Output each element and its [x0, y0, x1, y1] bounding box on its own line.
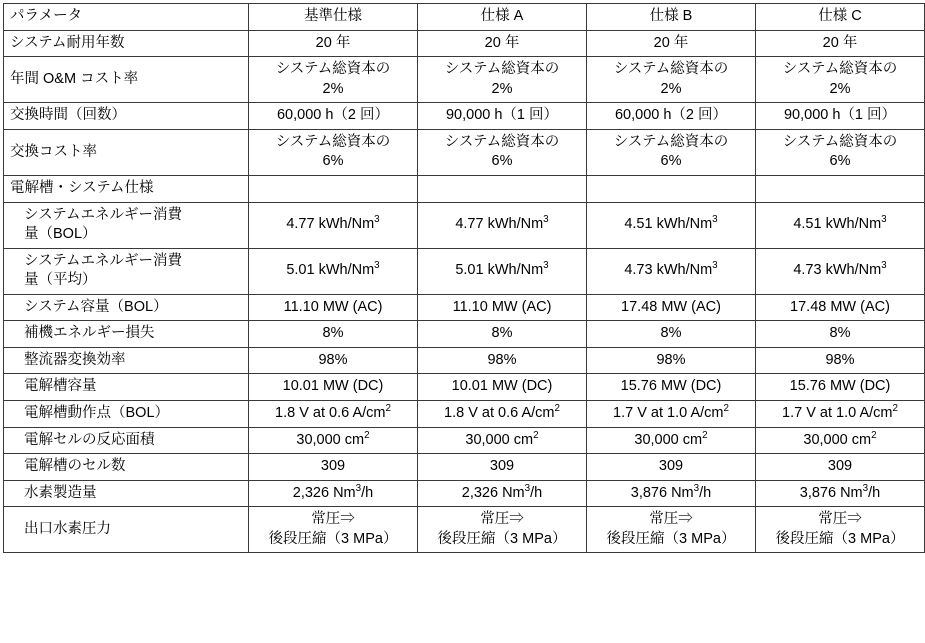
- table-row: [4, 175, 925, 202]
- cell-value: 3,876 Nm$^3$/h: [756, 480, 925, 507]
- table-header-row: [4, 4, 925, 31]
- column-header-parameter: パラメータ: [4, 4, 249, 31]
- cell-value: システム総資本の 6%: [249, 129, 418, 175]
- table-row: [4, 57, 925, 103]
- cell-value: 5.01 kWh/Nm$^3$: [418, 248, 587, 294]
- cell-value: 15.76 MW (DC): [587, 374, 756, 401]
- table-row: [4, 454, 925, 481]
- table-row: [4, 129, 925, 175]
- cell-value: 309: [756, 454, 925, 481]
- row-label: 整流器変換効率: [4, 347, 249, 374]
- cell-value: 4.77 kWh/Nm$^3$: [249, 202, 418, 248]
- row-label: 年間 O&M コスト率: [4, 57, 249, 103]
- row-label: 出口水素圧力: [4, 507, 249, 553]
- table-header: [4, 4, 925, 31]
- cell-value: 常圧⇒ 後段圧縮（3 MPa）: [587, 507, 756, 553]
- row-label: 電解セルの反応面積: [4, 427, 249, 454]
- cell-value: 98%: [587, 347, 756, 374]
- cell-value: 2,326 Nm$^3$/h: [249, 480, 418, 507]
- cell-value: 8%: [249, 321, 418, 348]
- cell-value: 90,000 h（1 回）: [418, 103, 587, 130]
- cell-value: 309: [249, 454, 418, 481]
- cell-value: 11.10 MW (AC): [249, 294, 418, 321]
- row-label: 交換コスト率: [4, 129, 249, 175]
- cell-value: 30,000 $cm^2$: [249, 427, 418, 454]
- cell-value: 20 年: [418, 30, 587, 57]
- row-label: 電解槽のセル数: [4, 454, 249, 481]
- table-body: [4, 30, 925, 553]
- cell-value: 11.10 MW (AC): [418, 294, 587, 321]
- cell-value: システム総資本の 6%: [756, 129, 925, 175]
- cell-value: システム総資本の 2%: [249, 57, 418, 103]
- row-label: システム耐用年数: [4, 30, 249, 57]
- cell-value: 30,000 $cm^2$: [418, 427, 587, 454]
- cell-value: 4.73 kWh/Nm$^3$: [587, 248, 756, 294]
- cell-value: 10.01 MW (DC): [249, 374, 418, 401]
- cell-value: 4.51 kWh/Nm$^3$: [587, 202, 756, 248]
- row-label: 電解槽動作点（BOL）: [4, 401, 249, 428]
- table-row: [4, 30, 925, 57]
- cell-value: 1.8 V at 0.6 $A/cm^2$: [418, 401, 587, 428]
- cell-value: 17.48 MW (AC): [587, 294, 756, 321]
- row-label: システム容量（BOL）: [4, 294, 249, 321]
- table-row: [4, 401, 925, 428]
- cell-value: 1.8 V at 0.6 $A/cm^2$: [249, 401, 418, 428]
- cell-value: 3,876 Nm$^3$/h: [587, 480, 756, 507]
- cell-value: 1.7 V at 1.0 $A/cm^2$: [587, 401, 756, 428]
- cell-value: システム総資本の 2%: [756, 57, 925, 103]
- cell-value: 8%: [587, 321, 756, 348]
- table-row: [4, 427, 925, 454]
- cell-value: 30,000 $cm^2$: [587, 427, 756, 454]
- cell-value: 60,000 h（2 回）: [249, 103, 418, 130]
- specification-table: [3, 3, 925, 553]
- cell-value: 8%: [756, 321, 925, 348]
- cell-value: 10.01 MW (DC): [418, 374, 587, 401]
- table-row: [4, 294, 925, 321]
- cell-value: 20 年: [249, 30, 418, 57]
- column-header-spec-b: 仕様 B: [587, 4, 756, 31]
- table-row: [4, 374, 925, 401]
- cell-value: 5.01 kWh/Nm$^3$: [249, 248, 418, 294]
- cell-value: 98%: [418, 347, 587, 374]
- cell-value: 90,000 h（1 回）: [756, 103, 925, 130]
- column-header-baseline: 基準仕様: [249, 4, 418, 31]
- column-header-spec-c: 仕様 C: [756, 4, 925, 31]
- cell-value: 98%: [249, 347, 418, 374]
- cell-value: 98%: [756, 347, 925, 374]
- cell-value: 常圧⇒ 後段圧縮（3 MPa）: [249, 507, 418, 553]
- cell-value: 30,000 $cm^2$: [756, 427, 925, 454]
- cell-value: システム総資本の 2%: [587, 57, 756, 103]
- table-row: [4, 248, 925, 294]
- cell-value: 4.51 kWh/Nm$^3$: [756, 202, 925, 248]
- section-label: 電解槽・システム仕様: [4, 175, 249, 202]
- row-label: システムエネルギー消費 量（平均）: [4, 248, 249, 294]
- cell-value: [418, 175, 587, 202]
- table-row: [4, 103, 925, 130]
- cell-value: システム総資本の 6%: [418, 129, 587, 175]
- row-label: 交換時間（回数）: [4, 103, 249, 130]
- cell-value: 20 年: [587, 30, 756, 57]
- cell-value: 17.48 MW (AC): [756, 294, 925, 321]
- cell-value: システム総資本の 6%: [587, 129, 756, 175]
- cell-value: 60,000 h（2 回）: [587, 103, 756, 130]
- cell-value: 4.73 kWh/Nm$^3$: [756, 248, 925, 294]
- row-label: 補機エネルギー損失: [4, 321, 249, 348]
- row-label: 電解槽容量: [4, 374, 249, 401]
- column-header-spec-a: 仕様 A: [418, 4, 587, 31]
- row-label: 水素製造量: [4, 480, 249, 507]
- cell-value: 2,326 Nm$^3$/h: [418, 480, 587, 507]
- table-row: [4, 202, 925, 248]
- cell-value: 309: [587, 454, 756, 481]
- cell-value: [249, 175, 418, 202]
- cell-value: 309: [418, 454, 587, 481]
- row-label: システムエネルギー消費 量（BOL）: [4, 202, 249, 248]
- cell-value: 1.7 V at 1.0 $A/cm^2$: [756, 401, 925, 428]
- table-row: [4, 321, 925, 348]
- cell-value: [587, 175, 756, 202]
- cell-value: 15.76 MW (DC): [756, 374, 925, 401]
- table-row: [4, 347, 925, 374]
- cell-value: 4.77 kWh/Nm$^3$: [418, 202, 587, 248]
- cell-value: [756, 175, 925, 202]
- cell-value: 20 年: [756, 30, 925, 57]
- cell-value: 常圧⇒ 後段圧縮（3 MPa）: [756, 507, 925, 553]
- table-row: [4, 480, 925, 507]
- cell-value: システム総資本の 2%: [418, 57, 587, 103]
- table-row: [4, 507, 925, 553]
- cell-value: 常圧⇒ 後段圧縮（3 MPa）: [418, 507, 587, 553]
- cell-value: 8%: [418, 321, 587, 348]
